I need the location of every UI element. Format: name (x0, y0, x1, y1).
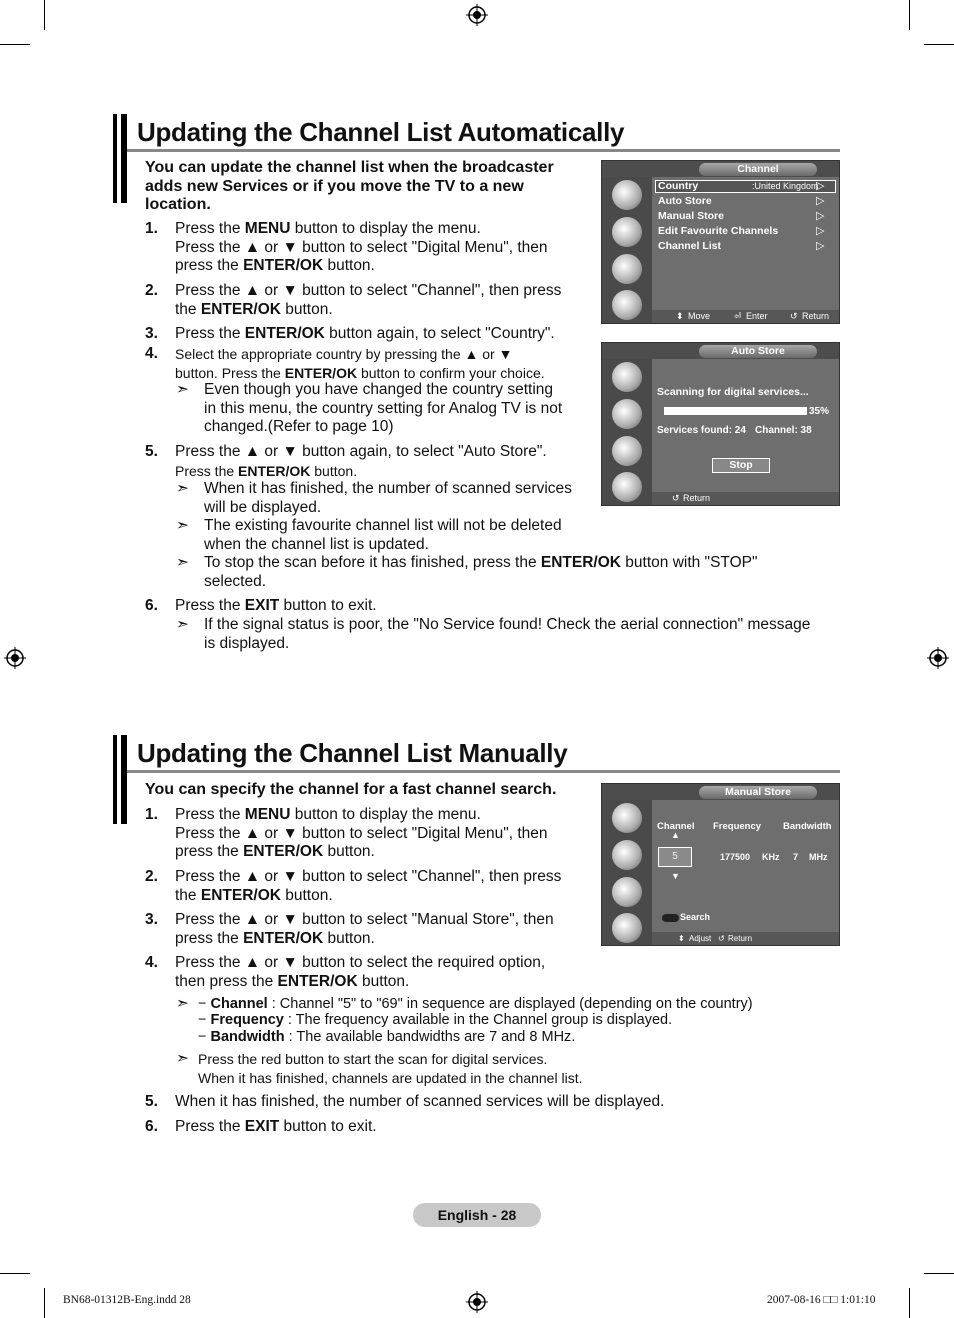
page-number: English - 28 (413, 1203, 541, 1227)
arrow-icon: ➣ (176, 480, 189, 497)
arrow-icon: ➣ (176, 554, 189, 571)
section-title: Updating the Channel List Automatically (137, 117, 625, 147)
osd-title: Channel (699, 163, 817, 176)
step-5: 5. When it has finished, the number of scanned services will be displayed. (145, 1093, 665, 1110)
step-4: 4. Press the ▲ or ▼ button to select the required option, then press the ENTER/OK button. (145, 954, 546, 990)
channel-value-field[interactable]: 5 (658, 847, 692, 867)
crop-mark (909, 1288, 910, 1318)
step-3: 3. Press the ▲ or ▼ button to select "Manual Store", then press the ENTER/OK button. (145, 911, 554, 947)
arrow-icon: ➣ (176, 995, 189, 1012)
note: ➣ When it has finished, the number of scanned services will be displayed. (176, 480, 572, 516)
osd-manual-store (601, 783, 840, 946)
option-bandwidth: − Bandwidth : The available bandwidths are 7 and 8 MHz. (198, 1029, 576, 1045)
step-6: 6. Press the EXIT button to exit. (145, 1118, 377, 1135)
channel-count: Channel: 38 (755, 425, 812, 436)
registration-mark-icon (466, 1291, 488, 1313)
picture-icon (612, 217, 642, 247)
bandwidth-value[interactable]: 7 (793, 852, 799, 862)
osd-auto-store (601, 342, 840, 506)
progress-label: 35% (809, 406, 830, 417)
stop-button[interactable]: Stop (712, 458, 770, 473)
section-bar (113, 114, 127, 203)
note: ➣ If the signal status is poor, the "No Service found! Check the aerial connection" message is displayed. (176, 616, 811, 652)
crop-mark (0, 44, 30, 45)
input-icon (612, 913, 642, 943)
search-label: Search (680, 912, 711, 922)
antenna-icon (612, 362, 642, 392)
step-1: 1. Press the MENU button to display the menu. Press the ▲ or ▼ button to select "Digital Menu", then press the ENTER/OK button. (145, 806, 548, 860)
picture-icon (612, 399, 642, 429)
step-4: 4. Select the appropriate country by pressing the ▲ or ▼ button. Press the ENTER/OK button to confirm your choice. (145, 345, 545, 381)
slug-date: 2007-08-16 □□ 1:01:10 (767, 1294, 876, 1306)
picture-icon (612, 840, 642, 870)
section-intro: You can specify the channel for a fast channel search. (145, 781, 557, 798)
step-2: 2. Press the ▲ or ▼ button to select "Channel", then press the ENTER/OK button. (145, 282, 562, 318)
arrow-icon: ➣ (176, 1050, 189, 1067)
registration-mark-icon (4, 647, 26, 669)
osd-title: Auto Store (699, 345, 817, 358)
section-title: Updating the Channel List Manually (137, 738, 568, 768)
chevron-right-icon: ▷ (816, 240, 825, 252)
note: ➣ Even though you have changed the country setting in this menu, the country setting for Analog TV is not changed.(Refer to page 10) (176, 381, 563, 435)
input-icon (612, 290, 642, 320)
scanning-status: Scanning for digital services... (657, 386, 809, 398)
registration-mark-icon (466, 4, 488, 26)
adjust-icon: ⬍ (678, 934, 685, 943)
osd-footer: ⬍ Move ⏎ Enter ↺ Return (652, 310, 839, 323)
section-intro: You can update the channel list when the broadcaster adds new Services or if you move the TV to a new location. (145, 159, 554, 213)
osd-footer: ⬍ Adjust ↺ Return (652, 932, 839, 945)
column-frequency: Frequency (713, 821, 762, 832)
progress-bar (664, 407, 807, 415)
osd-item[interactable]: Channel List (658, 240, 722, 252)
crop-mark (924, 1273, 954, 1274)
osd-footer: ↺ Return (652, 492, 839, 505)
crop-mark (44, 1288, 45, 1318)
services-found: Services found: 24 (657, 425, 746, 436)
progress-fill (714, 408, 806, 414)
antenna-icon (612, 180, 642, 210)
column-bandwidth: Bandwidth (783, 821, 832, 832)
note: ➣ Press the red button to start the scan for digital services. When it has finished, channels are updated in the channel list. (176, 1050, 583, 1086)
input-icon (612, 472, 642, 502)
note: ➣ To stop the scan before it has finished, press the ENTER/OK button with "STOP" selected. (176, 554, 758, 590)
return-icon: ↺ (672, 493, 680, 503)
crop-mark (924, 44, 954, 45)
step-3: 3. Press the ENTER/OK button again, to select "Country". (145, 325, 555, 342)
chevron-right-icon: ▷ (816, 180, 825, 192)
osd-title: Manual Store (699, 786, 817, 799)
osd-item[interactable]: Manual Store (658, 210, 724, 222)
bandwidth-unit: MHz (809, 852, 828, 862)
enter-icon: ⏎ (734, 311, 742, 321)
up-arrow-icon[interactable]: ▲ (671, 830, 680, 840)
osd-item-value: :United Kingdom (752, 181, 819, 191)
osd-sidebar (602, 359, 652, 505)
osd-item[interactable]: Country (658, 180, 699, 192)
setup-icon (612, 254, 642, 284)
crop-mark (44, 0, 45, 30)
arrow-icon: ➣ (176, 517, 189, 534)
return-icon: ↺ (718, 934, 725, 943)
heading-rule (127, 149, 840, 152)
step-6: 6. Press the EXIT button to exit. (145, 597, 377, 614)
arrow-icon: ➣ (176, 616, 189, 633)
chevron-right-icon: ▷ (816, 195, 825, 207)
option-channel: − Channel : Channel "5" to "69" in sequence are displayed (depending on the country) (198, 996, 753, 1012)
red-button-icon[interactable] (662, 914, 679, 922)
section-bar (113, 735, 127, 824)
frequency-value[interactable]: 177500 (720, 852, 751, 862)
down-arrow-icon[interactable]: ▼ (671, 871, 680, 881)
option-frequency: − Frequency : The frequency available in the Channel group is displayed. (198, 1012, 673, 1028)
osd-channel-menu (601, 160, 840, 324)
step-2: 2. Press the ▲ or ▼ button to select "Channel", then press the ENTER/OK button. (145, 868, 562, 904)
step-5: 5. Press the ▲ or ▼ button again, to select "Auto Store". Press the ENTER/OK button. (145, 443, 547, 479)
antenna-icon (612, 803, 642, 833)
column-channel: Channel (657, 821, 695, 832)
slug-file: BN68-01312B-Eng.indd 28 (63, 1294, 191, 1306)
crop-mark (909, 0, 910, 30)
note: ➣ The existing favourite channel list will not be deleted when the channel list is updated. (176, 517, 562, 553)
setup-icon (612, 436, 642, 466)
heading-rule (127, 770, 840, 773)
move-icon: ⬍ (676, 311, 684, 321)
setup-icon (612, 877, 642, 907)
osd-sidebar (602, 800, 652, 945)
osd-item[interactable]: Auto Store (658, 195, 712, 207)
registration-mark-icon (927, 647, 949, 669)
chevron-right-icon: ▷ (816, 225, 825, 237)
return-icon: ↺ (790, 311, 798, 321)
crop-mark (0, 1273, 30, 1274)
chevron-right-icon: ▷ (816, 210, 825, 222)
step-1: 1. Press the MENU button to display the menu. Press the ▲ or ▼ button to select "Digital Menu", then press the ENTER/OK button. (145, 220, 548, 274)
frequency-unit: KHz (762, 852, 780, 862)
arrow-icon: ➣ (176, 381, 189, 398)
osd-sidebar (602, 177, 652, 323)
osd-item[interactable]: Edit Favourite Channels (658, 225, 779, 237)
